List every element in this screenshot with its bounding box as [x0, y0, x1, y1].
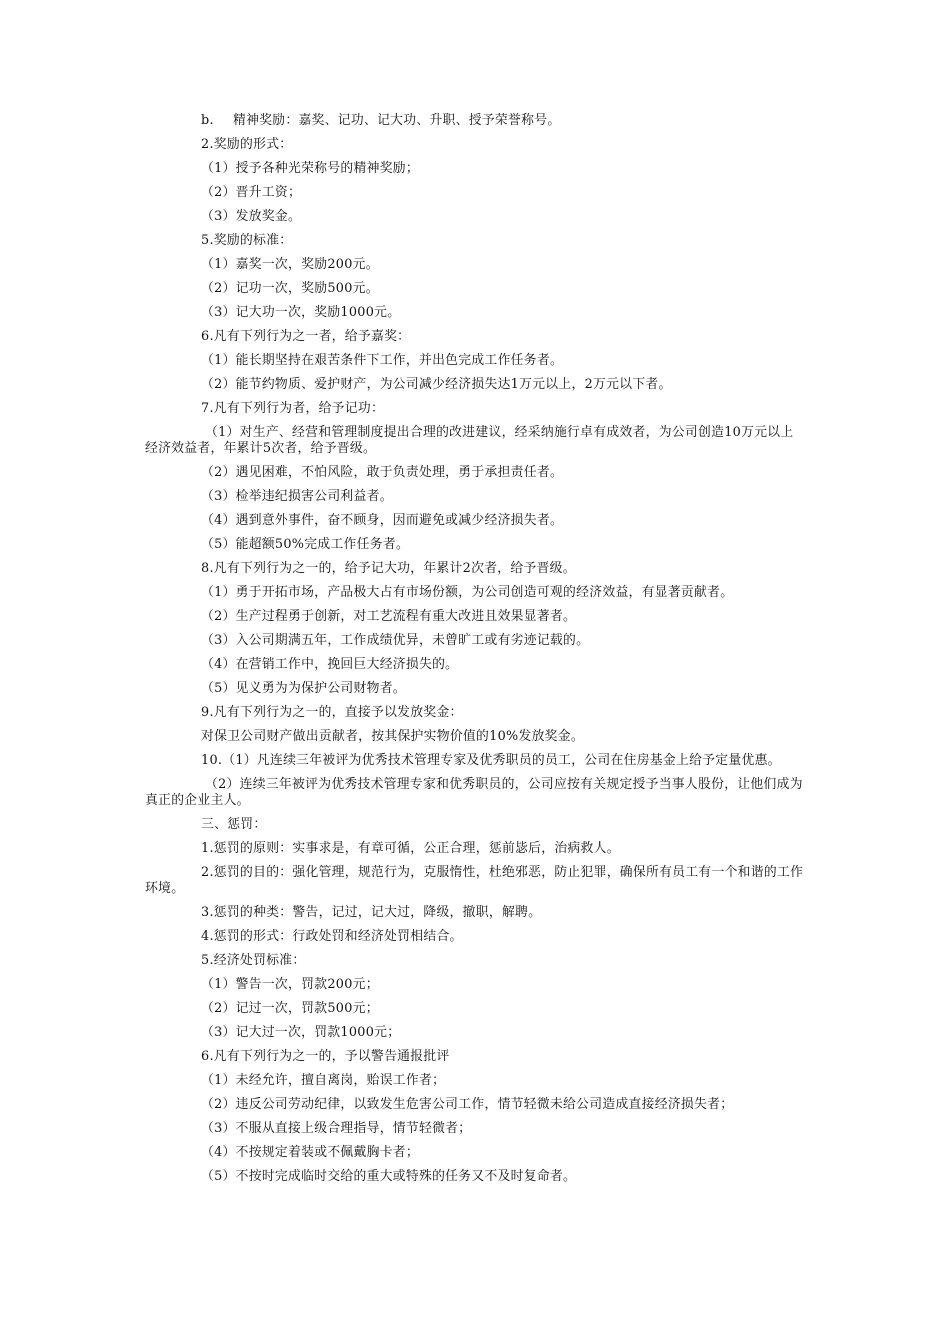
paragraph: （3）检举违纪损害公司利益者。 [201, 489, 393, 504]
paragraph: （1）未经允许，擅自离岗，贻误工作者； [201, 1073, 446, 1088]
paragraph: （3）不服从直接上级合理指导，情节轻微者； [201, 1121, 472, 1136]
paragraph: （5）能超额50%完成工作任务者。 [201, 537, 410, 552]
paragraph: （3）入公司期满五年，工作成绩优异，未曾旷工或有劣迹记载的。 [201, 633, 590, 648]
paragraph: （4）在营销工作中，挽回巨大经济损失的。 [201, 657, 459, 672]
paragraph: （1）授予各种光荣称号的精神奖励； [201, 161, 419, 176]
paragraph: 2.惩罚的目的：强化管理，规范行为，克服惰性，杜绝邪恶，防止犯罪，确保所有员工有一个和谐的工作环境。 [145, 865, 804, 896]
paragraph: （5）见义勇为为保护公司财物者。 [201, 681, 406, 696]
paragraph: 2.奖励的形式： [201, 137, 293, 152]
paragraph: （1）能长期坚持在艰苦条件下工作，并出色完成工作任务者。 [201, 353, 564, 368]
paragraph: 10.（1）凡连续三年被评为优秀技术管理专家及优秀职员的员工，公司在住房基金上给予定量优惠。 [201, 753, 781, 768]
paragraph: （3）记大过一次，罚款1000元； [201, 1025, 401, 1040]
paragraph: 对保卫公司财产做出贡献者，按其保护实物价值的10%发放奖金。 [201, 729, 584, 744]
paragraph [145, 113, 805, 129]
paragraph: 8.凡有下列行为之一的，给予记大功，年累计2次者，给予晋级。 [201, 561, 576, 576]
paragraph: （3）发放奖金。 [201, 209, 302, 224]
paragraph: （2）记过一次，罚款500元； [201, 1001, 379, 1016]
paragraph: 7.凡有下列行为者，给予记功： [201, 401, 385, 416]
paragraph: 6.凡有下列行为之一的，予以警告通报批评 [201, 1049, 450, 1064]
paragraph: 5.经济处罚标准： [201, 953, 306, 968]
paragraph: （1）对生产、经营和管理制度提出合理的改进建议，经采纳施行卓有成效者，为公司创造10万元以上经济效益者，年累计5次者，给予晋级。 [145, 425, 794, 456]
paragraph: （5）不按时完成临时交给的重大或特殊的任务又不及时复命者。 [201, 1169, 577, 1184]
paragraph: （2）生产过程勇于创新，对工艺流程有重大改进且效果显著者。 [201, 609, 577, 624]
document-body [145, 113, 805, 1193]
paragraph: （3）记大功一次，奖励1000元。 [201, 305, 401, 320]
paragraph: 1.惩罚的原则：实事求是，有章可循，公正合理，惩前毖后，治病救人。 [201, 841, 620, 856]
paragraph: 5.奖励的标准： [201, 233, 293, 248]
paragraph: （2）连续三年被评为优秀技术管理专家和优秀职员的，公司应按有关规定授予当事人股份，让他们成为真正的企业主人。 [145, 777, 803, 808]
paragraph: （1）警告一次，罚款200元； [201, 977, 379, 992]
paragraph: （1）嘉奖一次，奖励200元。 [201, 257, 379, 272]
paragraph: 3.惩罚的种类：警告，记过，记大过，降级，撤职，解聘。 [201, 905, 542, 920]
paragraph: （2）能节约物质、爱护财产，为公司减少经济损失达1万元以上，2万元以下者。 [201, 377, 672, 392]
paragraph: （2）遇见困难，不怕风险，敢于负责处理，勇于承担责任者。 [201, 465, 564, 480]
paragraph: （4）不按规定着装或不佩戴胸卡者； [201, 1145, 419, 1160]
paragraph-text: 精神奖励：嘉奖、记功、记大功、升职、授予荣誉称号。 [233, 113, 561, 128]
paragraph: （4）遇到意外事件，奋不顾身，因而避免或减少经济损失者。 [201, 513, 564, 528]
paragraph: （2）晋升工资； [201, 185, 302, 200]
paragraph: 6.凡有下列行为之一者，给予嘉奖： [201, 329, 411, 344]
paragraph: （1）勇于开拓市场，产品极大占有市场份额，为公司创造可观的经济效益，有显著贡献者。 [201, 585, 734, 600]
paragraph: 4.惩罚的形式：行政处罚和经济处罚相结合。 [201, 929, 463, 944]
paragraph: （2）记功一次，奖励500元。 [201, 281, 379, 296]
paragraph: 9.凡有下列行为之一的，直接予以发放奖金： [201, 705, 463, 720]
paragraph: （2）违反公司劳动纪律，以致发生危害公司工作，情节轻微未给公司造成直接经济损失者； [201, 1097, 734, 1112]
list-bullet: b. [201, 113, 214, 128]
section-heading: 三、惩罚： [201, 817, 267, 832]
